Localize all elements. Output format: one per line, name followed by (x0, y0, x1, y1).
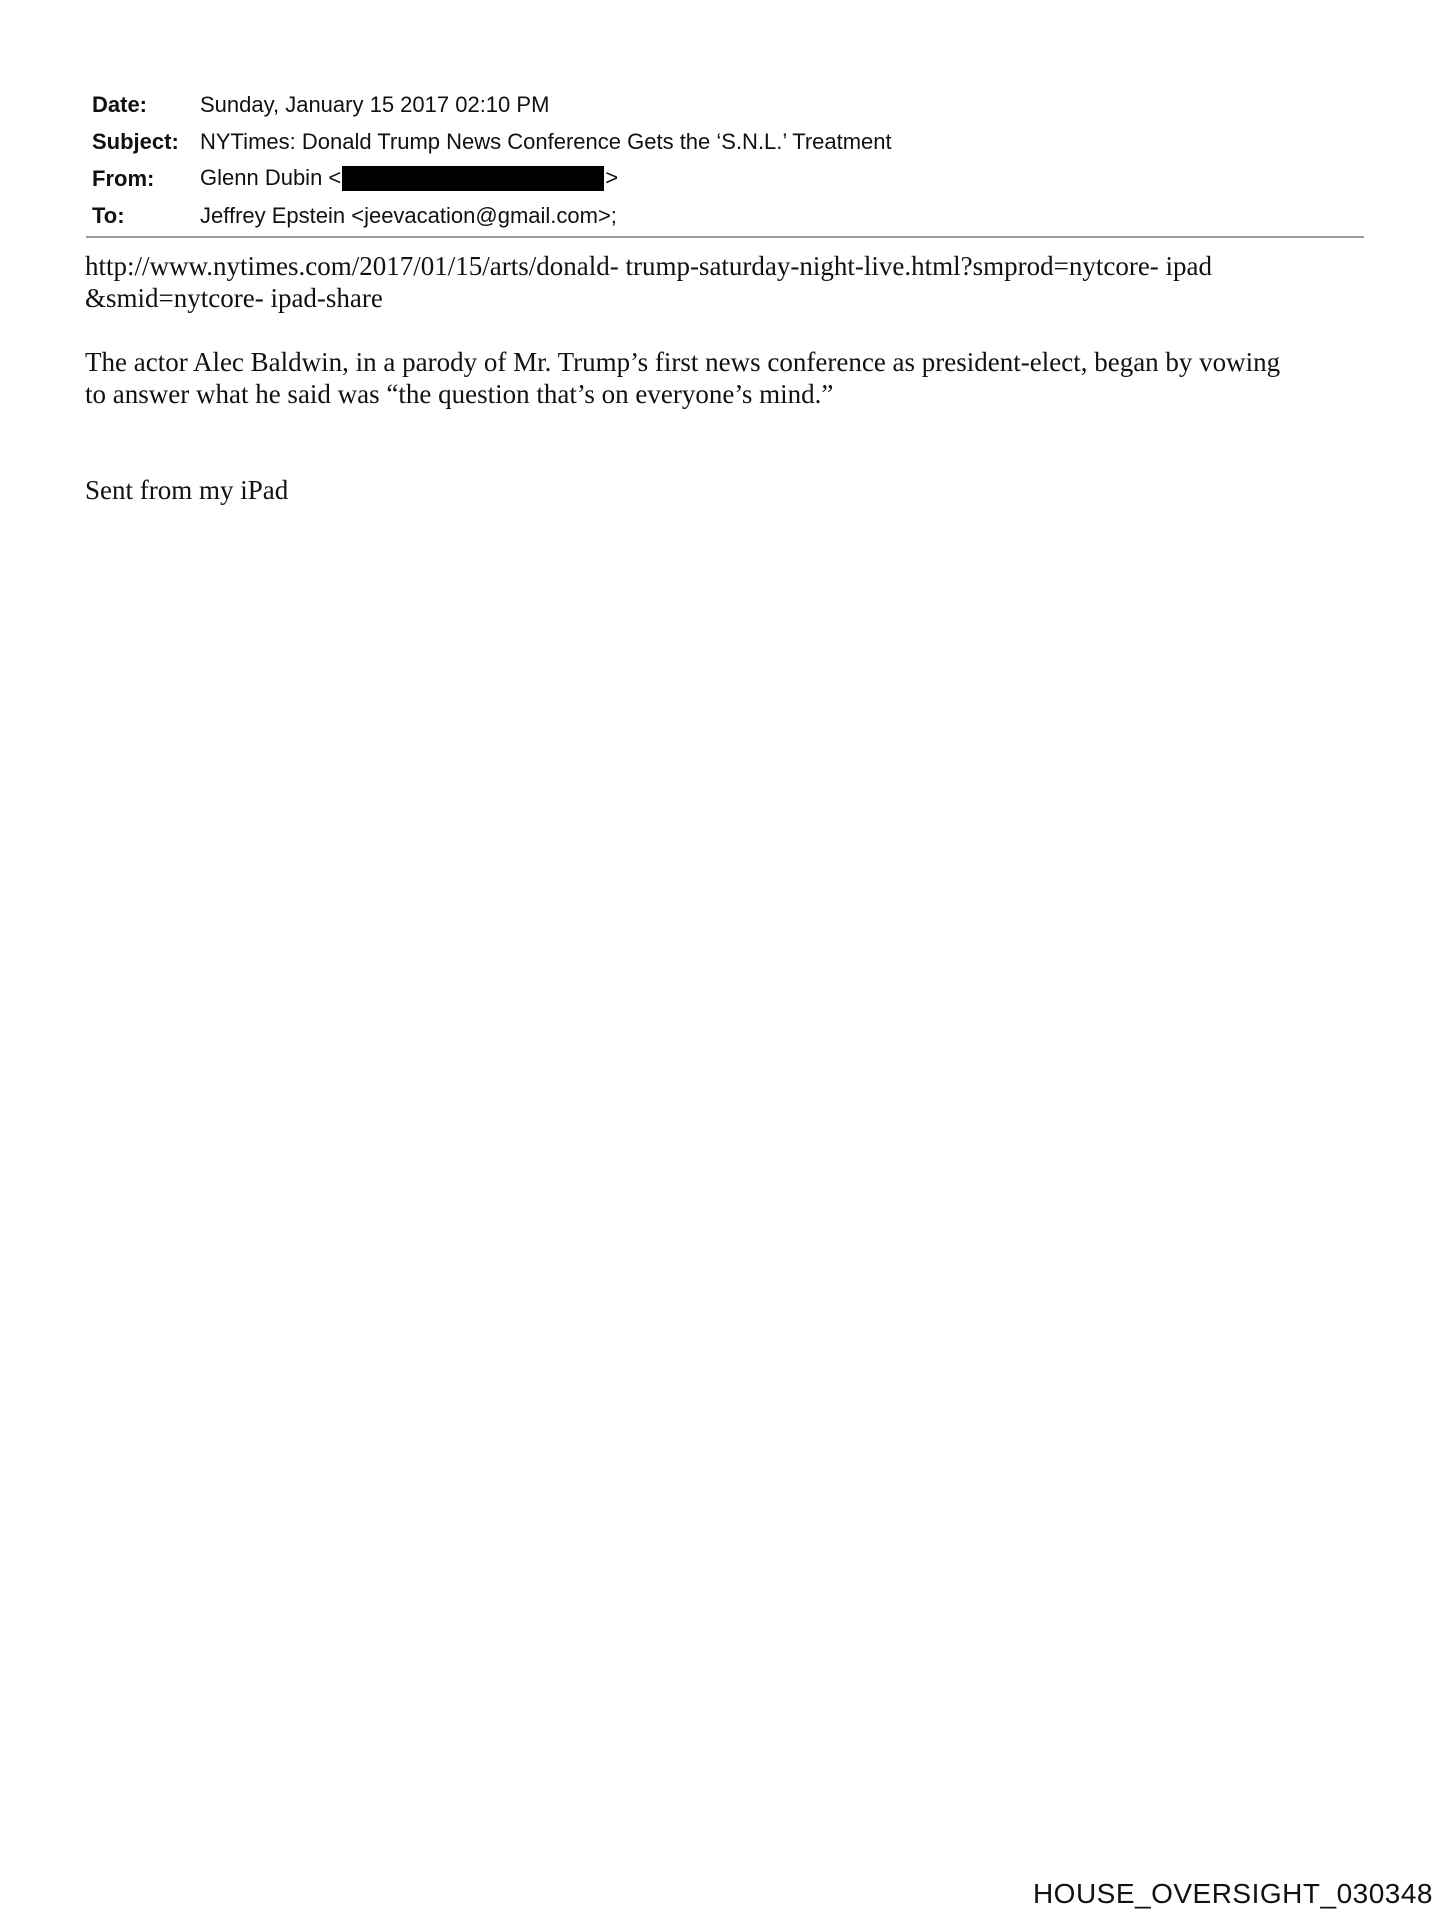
from-close: > (605, 165, 619, 191)
date-row (92, 86, 1364, 123)
article-url-line-2: &smid=nytcore- ipad-share (85, 283, 383, 313)
email-body (85, 250, 1375, 506)
email-header (92, 86, 1364, 234)
from-name: Glenn Dubin < (200, 165, 342, 191)
bates-number: HOUSE_OVERSIGHT_030348 (1032, 1878, 1433, 1909)
subject-row (92, 123, 1364, 160)
from-label: From: (92, 165, 155, 191)
subject-value: NYTimes: Donald Trump News Conference Gets the ‘S.N.L.’ Treatment (200, 128, 892, 154)
article-excerpt-line-1: The actor Alec Baldwin, in a parody of Mr. Trump’s first news conference as president-elect, began by vowing (85, 347, 1281, 377)
redaction-block (342, 166, 604, 191)
date-label: Date: (92, 91, 148, 117)
from-row (92, 160, 1364, 197)
to-value: Jeffrey Epstein <jeevacation@gmail.com>; (200, 202, 617, 228)
email-signoff: Sent from my iPad (85, 475, 289, 505)
date-value: Sunday, January 15 2017 02:10 PM (200, 91, 550, 117)
to-row (92, 197, 1364, 234)
header-divider (86, 236, 1364, 238)
article-excerpt-line-2: to answer what he said was “the question that’s on everyone’s mind.” (85, 379, 834, 409)
subject-label: Subject: (92, 128, 179, 154)
from-value (200, 165, 618, 192)
article-url-line-1: http://www.nytimes.com/2017/01/15/arts/donald- trump-saturday-night-live.html?smprod=nytcore- ipad (85, 251, 1213, 281)
to-label: To: (92, 202, 125, 228)
